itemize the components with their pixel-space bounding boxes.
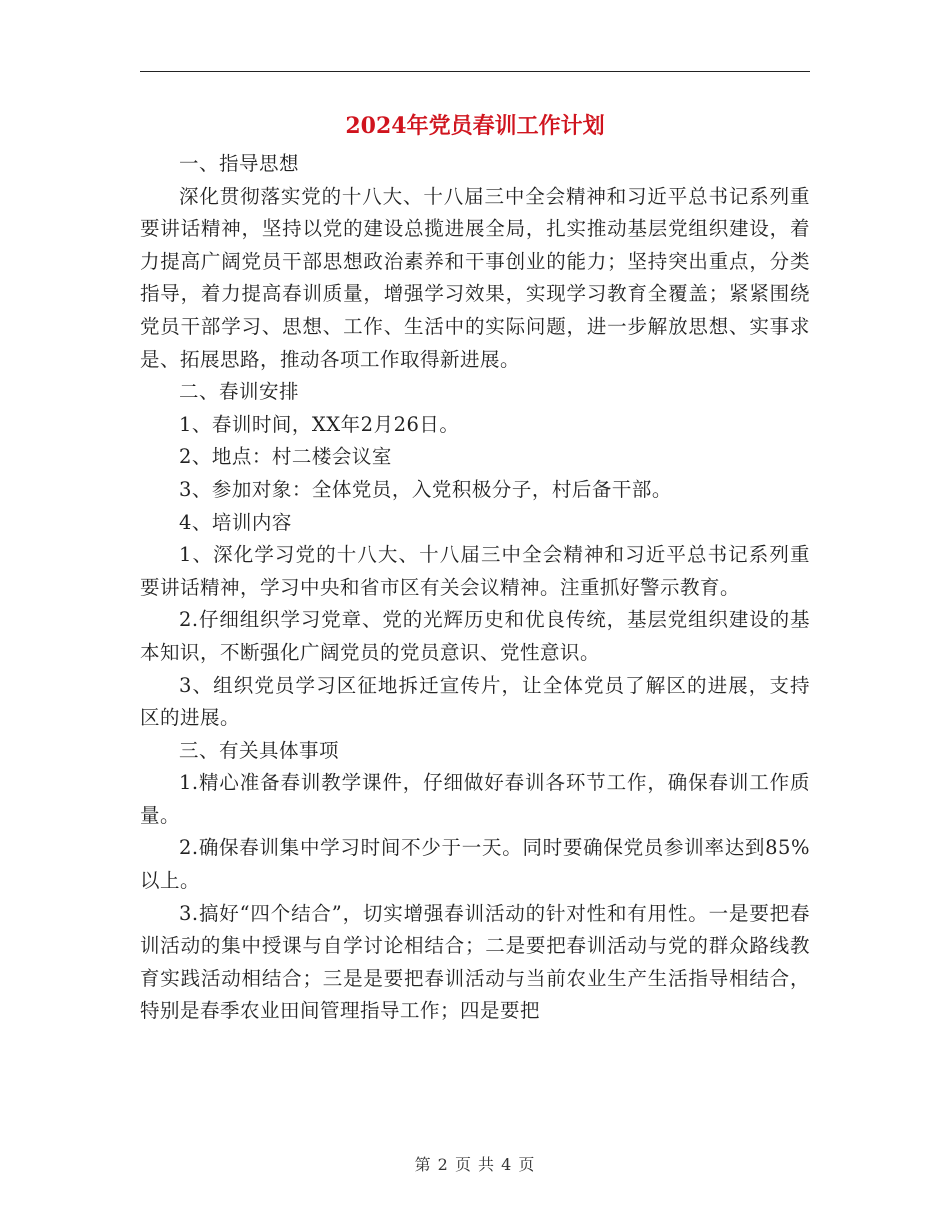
arrangement-content-heading: 4、培训内容 [179,510,292,534]
header-rule [140,71,810,72]
content-item-2: 2.仔细组织学习党章、党的光辉历史和优良传统，基层党组织建设的基本知识，不断强化广阔党员的党员意识、党性意识。 [140,608,810,664]
matter-item-2: 2.确保春训集中学习时间不少于一天。同时要确保党员参训率达到85%以上。 [140,836,810,893]
matter-item-3: 3.搞好“四个结合”，切实增强春训活动的针对性和有用性。一是要把春训活动的集中授课与自学讨论相结合；二是要把春训活动与党的群众路线教育实践活动相结合；三是是要把春训活动与当前农业生产生活指导相结合，特别是春季农业田间管理指导工作；四是要把 [140,901,810,1023]
arrangement-time: 1、春训时间，XX年2月26日。 [179,412,460,436]
page-footer: 第 2 页 共 4 页 [414,1155,536,1174]
document-title: 2024年党员春训工作计划 [345,113,605,139]
document-body [140,148,810,1028]
paragraph-guiding-ideology: 深化贯彻落实党的十八大、十八届三中全会精神和习近平总书记系列重要讲话精神，坚持以党的建设总揽进展全局，扎实推动基层党组织建设，着力提高广阔党员干部思想政治素养和干事创业的能力；坚持突出重点，分类指导，着力提高春训质量，增强学习效果，实现学习教育全覆盖；紧紧围绕党员干部学习、思想、工作、生活中的实际问题，进一步解放思想、实事求是、拓展思路，推动各项工作取得新进展。 [140,184,810,371]
matter-item-1: 1.精心准备春训教学课件，仔细做好春训各环节工作，确保春训工作质量。 [140,771,810,827]
section-heading-training-arrangement: 二、春训安排 [179,380,300,404]
arrangement-location: 2、地点：村二楼会议室 [179,445,392,469]
section-heading-specific-matters: 三、有关具体事项 [179,738,340,762]
content-item-1: 1、深化学习党的十八大、十八届三中全会精神和习近平总书记系列重要讲话精神，学习中央和省市区有关会议精神。注重抓好警示教育。 [140,543,810,599]
section-heading-guiding-ideology: 一、指导思想 [179,152,300,175]
arrangement-participants: 3、参加对象：全体党员，入党积极分子，村后备干部。 [179,477,672,501]
content-item-3: 3、组织党员学习区征地拆迁宣传片，让全体党员了解区的进展，支持区的进展。 [140,673,810,730]
